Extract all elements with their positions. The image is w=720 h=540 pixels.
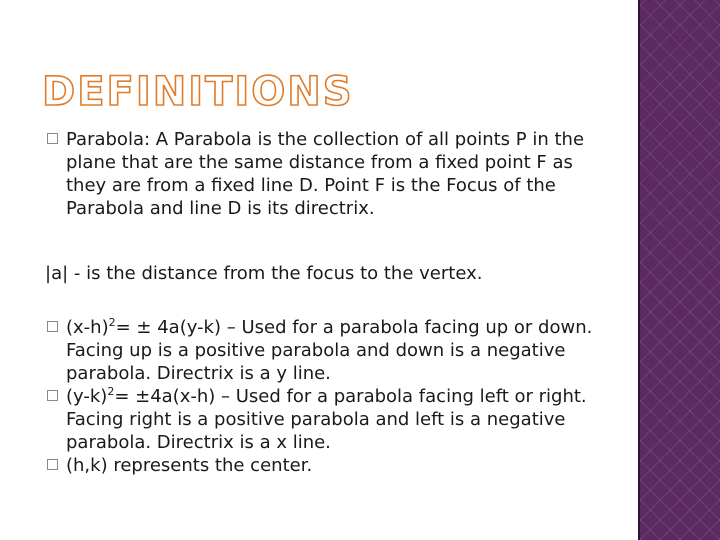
center-note-text: (h,k) represents the center. (66, 455, 313, 476)
eq1-text: = ± 4a(y-k) – Used for a parabola facing up or down. Facing up is a positive parabola and down is a negative parabola. Directrix is a y line. (66, 317, 593, 384)
square-bullet-icon (47, 321, 58, 332)
list-item-vertical-parabola (47, 316, 607, 385)
list-item-center (47, 454, 607, 477)
slide-title: DEFINITIONS (42, 69, 354, 115)
square-bullet-icon (47, 459, 58, 470)
parabola-definition-text: Parabola: A Parabola is the collection of all points P in the plane that are the same distance from a fixed point F as they are from a fixed line D. Point F is the Focus of the Parabola and line D is its directrix. (66, 129, 585, 219)
eq1-exponent: 2 (108, 316, 116, 329)
slide-content (47, 128, 607, 477)
square-bullet-icon (47, 133, 58, 144)
square-bullet-icon (47, 390, 58, 401)
focus-distance-note: |a| - is the distance from the focus to the vertex. (45, 263, 483, 284)
list-item-parabola-definition (47, 128, 607, 220)
decorative-sidebar (640, 0, 720, 540)
eq2-text: = ±4a(x-h) – Used for a parabola facing left or right. Facing right is a positive parabola and left is a negative parabola. Directrix is a x line. (66, 386, 587, 453)
eq2-base: (y-k) (66, 386, 108, 407)
eq2-exponent: 2 (107, 385, 115, 398)
list-item-horizontal-parabola (47, 385, 607, 454)
eq1-base: (x-h) (66, 317, 109, 338)
equation-list (47, 316, 607, 477)
